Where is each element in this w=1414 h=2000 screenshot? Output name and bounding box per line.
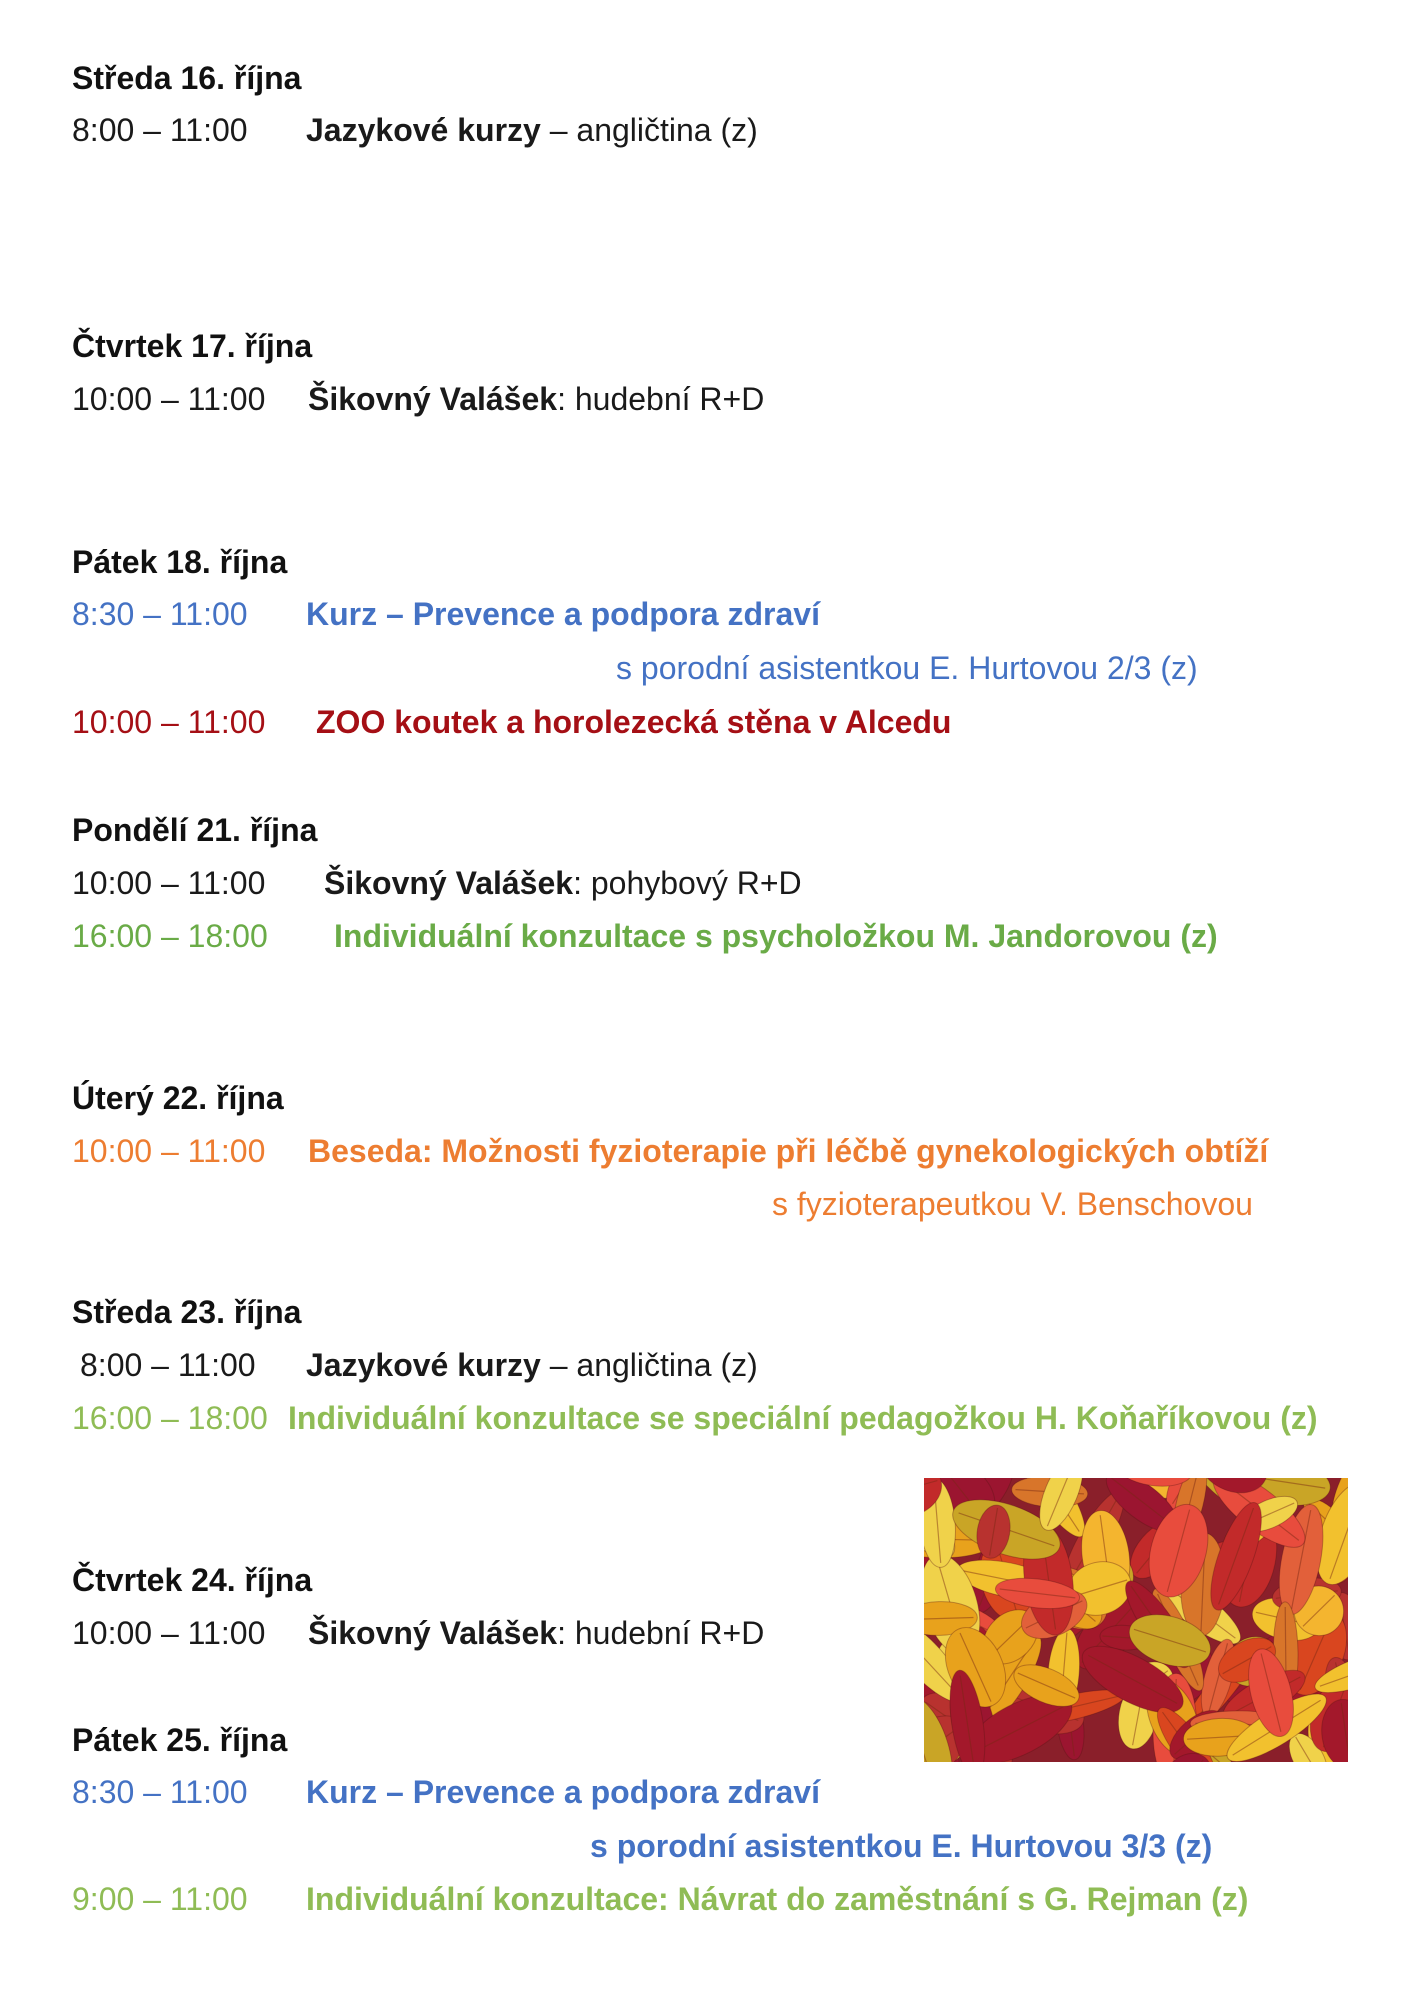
event-row (80, 1345, 758, 1385)
event-title: Individuální konzultace: Návrat do zaměstnání s G. Rejman (z) (306, 1881, 1249, 1917)
event-time: 8:30 – 11:00 (72, 1774, 248, 1810)
event-title: Beseda: Možnosti fyzioterapie při léčbě gynekologických obtíží (308, 1133, 1269, 1169)
event-time: 8:00 – 11:00 (72, 112, 248, 148)
event-row (72, 1772, 820, 1812)
event-time: 8:00 – 11:00 (80, 1347, 256, 1383)
event-row (72, 916, 1218, 956)
event-continuation: s porodní asistentkou E. Hurtovou 3/3 (z) (590, 1828, 1213, 1864)
day-heading: Pondělí 21. října (72, 812, 318, 848)
event-detail: : pohybový R+D (573, 865, 802, 901)
event-title: Kurz – Prevence a podpora zdraví (306, 596, 820, 632)
event-title: Individuální konzultace se speciální pedagožkou H. Koňaříkovou (z) (288, 1400, 1318, 1436)
event-row (72, 702, 951, 742)
event-title: ZOO koutek a horolezecká stěna v Alcedu (316, 704, 952, 740)
event-row (72, 1398, 1318, 1438)
event-time: 16:00 – 18:00 (72, 1400, 268, 1436)
event-row (72, 1879, 1248, 1919)
day-heading: Čtvrtek 17. října (72, 328, 313, 364)
event-time: 10:00 – 11:00 (72, 865, 266, 901)
event-time: 10:00 – 11:00 (72, 1133, 266, 1169)
day-heading: Pátek 25. října (72, 1722, 288, 1758)
event-time: 8:30 – 11:00 (72, 596, 248, 632)
event-row (72, 110, 758, 150)
event-continuation: s fyzioterapeutkou V. Benschovou (772, 1186, 1253, 1222)
day-heading: Pátek 18. října (72, 544, 288, 580)
day-heading: Čtvrtek 24. října (72, 1562, 313, 1598)
event-detail: : hudební R+D (557, 381, 765, 417)
event-row (72, 379, 764, 419)
day-heading: Středa 16. října (72, 60, 302, 96)
event-row (72, 863, 802, 903)
event-title: Šikovný Valášek (308, 1615, 558, 1651)
event-time: 10:00 – 11:00 (72, 704, 266, 740)
day-heading: Středa 23. října (72, 1294, 302, 1330)
event-detail: : hudební R+D (557, 1615, 765, 1651)
event-title: Individuální konzultace s psycholožkou M. Jandorovou (z) (334, 918, 1218, 954)
event-title: Šikovný Valášek (308, 381, 558, 417)
event-row (72, 1613, 764, 1653)
event-continuation: s porodní asistentkou E. Hurtovou 2/3 (z) (616, 650, 1198, 686)
event-row (72, 594, 820, 634)
event-title: Šikovný Valášek (324, 865, 574, 901)
event-title: Jazykové kurzy (306, 112, 541, 148)
event-time: 16:00 – 18:00 (72, 918, 268, 954)
event-title: Jazykové kurzy (306, 1347, 541, 1383)
leaves-illustration (924, 1478, 1348, 1762)
event-time: 9:00 – 11:00 (72, 1881, 248, 1917)
event-detail: – angličtina (z) (540, 1347, 758, 1383)
autumn-leaves-image (924, 1478, 1348, 1762)
event-title: Kurz – Prevence a podpora zdraví (306, 1774, 820, 1810)
day-heading: Úterý 22. října (72, 1080, 284, 1116)
event-detail: – angličtina (z) (540, 112, 758, 148)
event-time: 10:00 – 11:00 (72, 381, 266, 417)
event-row (72, 1131, 1268, 1171)
event-time: 10:00 – 11:00 (72, 1615, 266, 1651)
